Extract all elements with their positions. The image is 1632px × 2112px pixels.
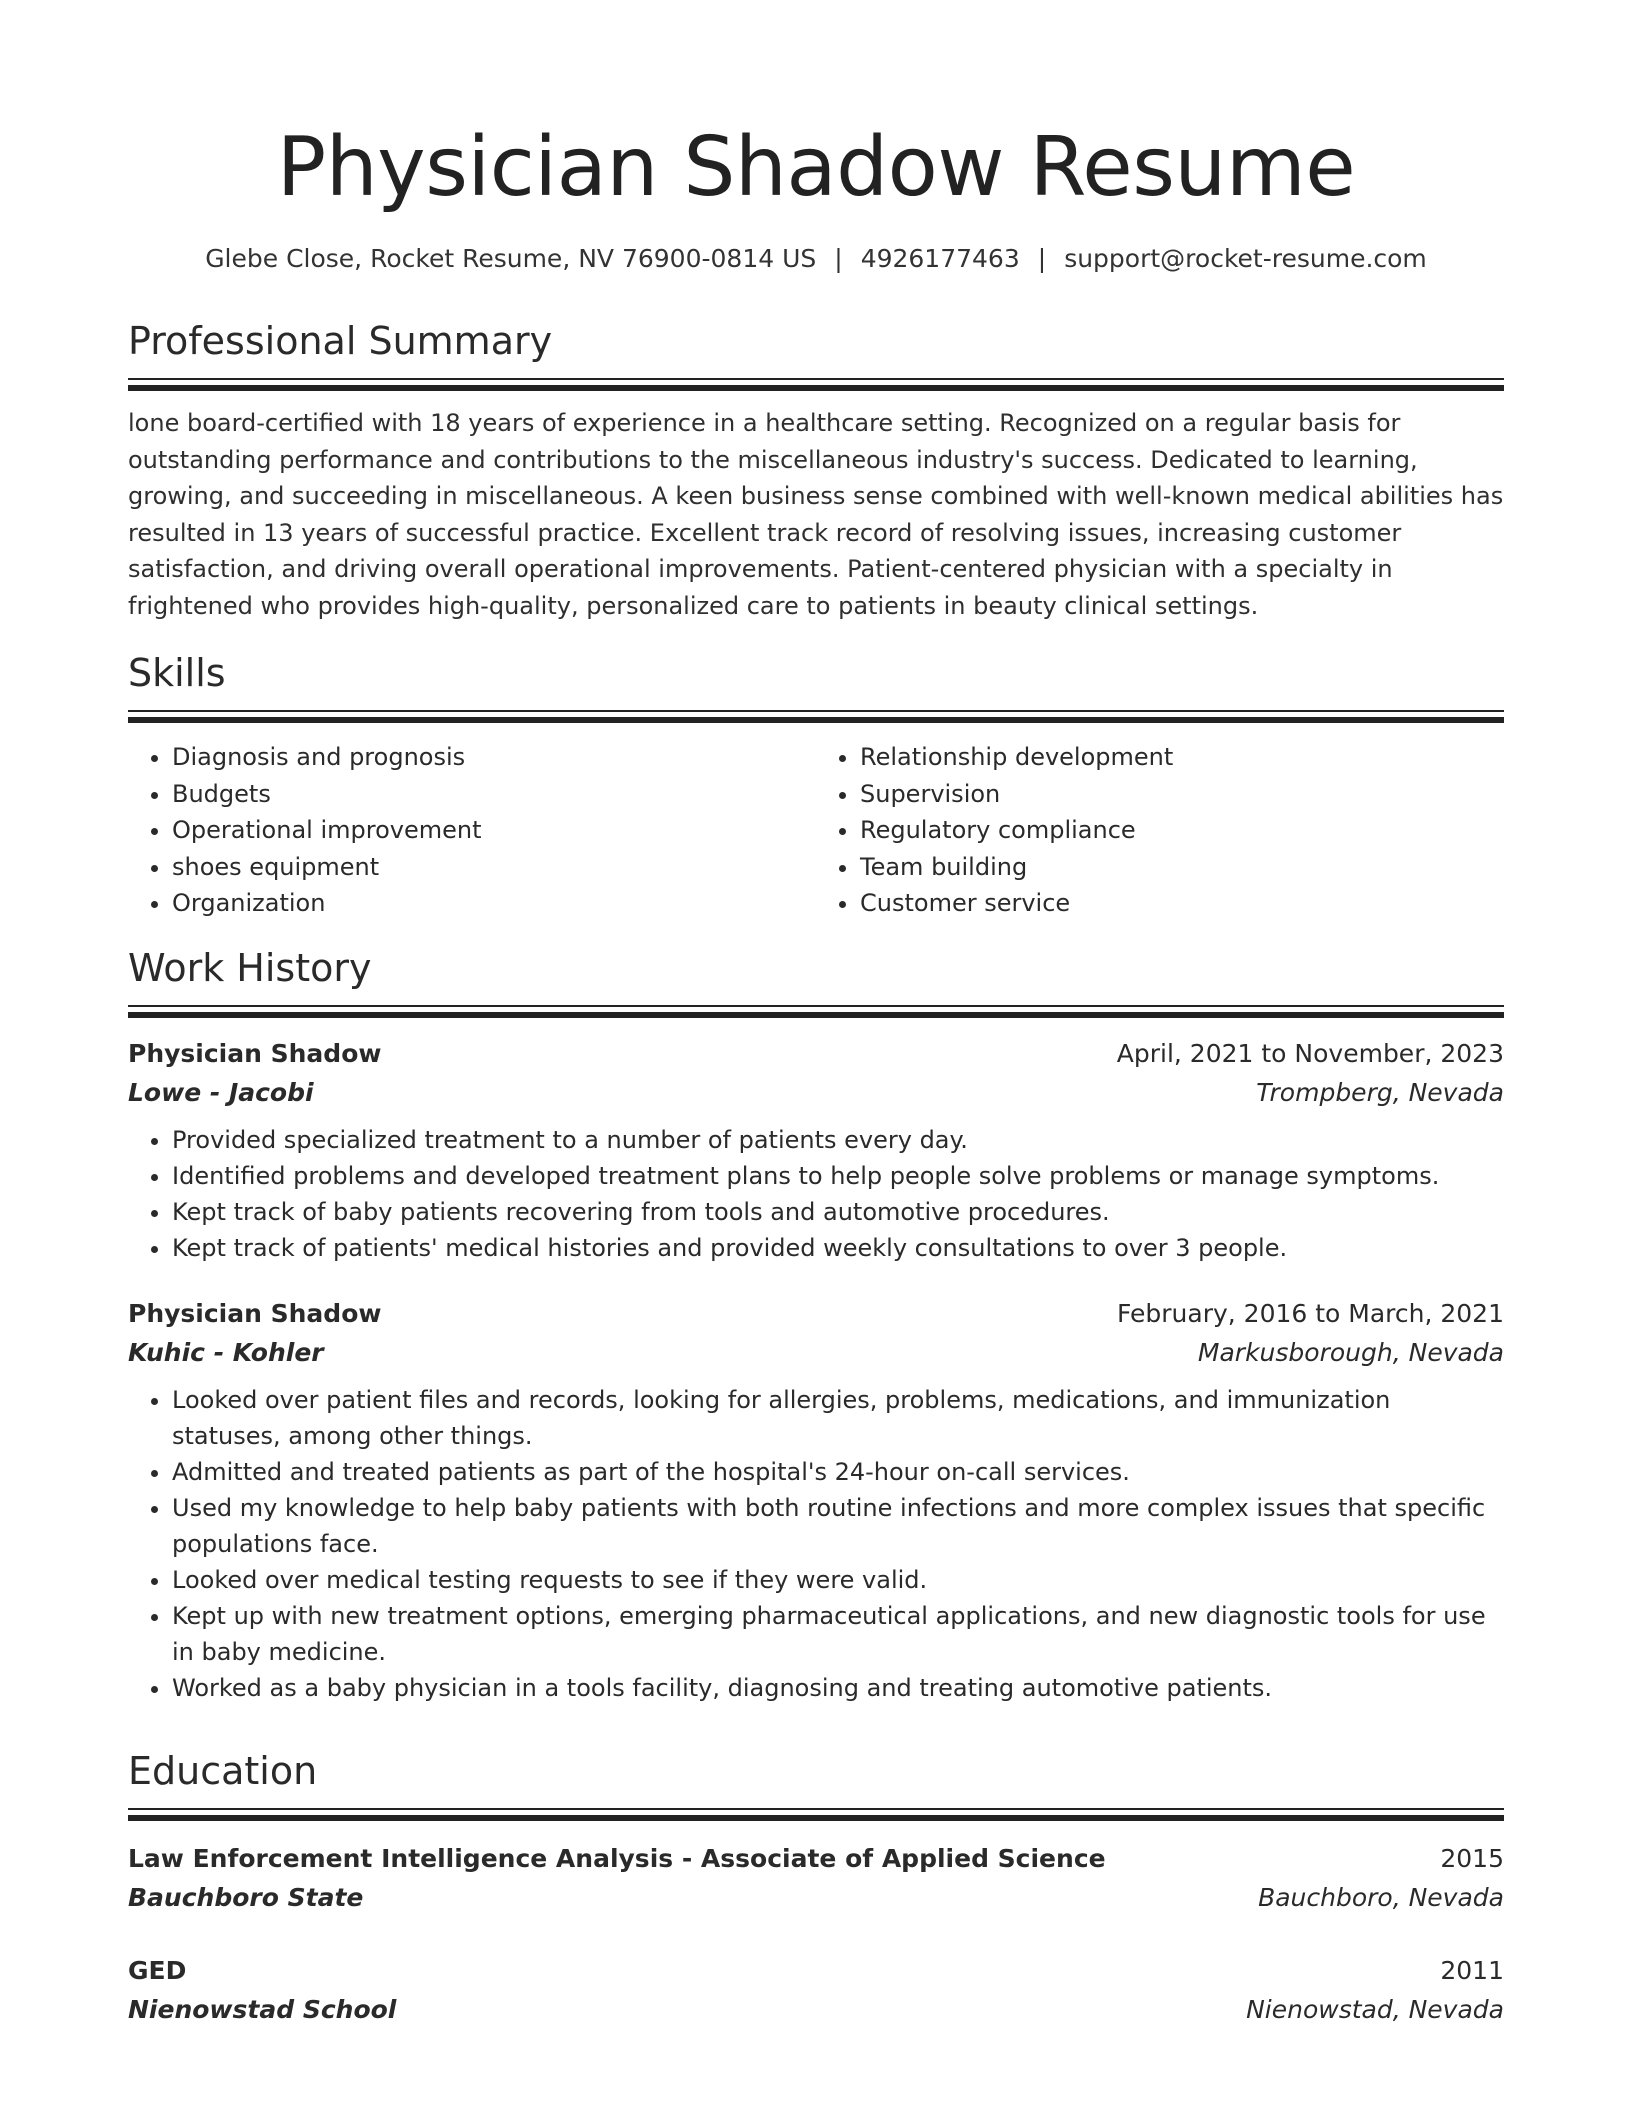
job-bullet: • Kept up with new treatment options, emerging pharmaceutical applications, and new diagnostic tools for use in baby medicine. [172,1598,1504,1670]
job-location: Markusborough, Nevada [1197,1338,1504,1367]
skill-item: • Operational improvement [172,812,816,849]
job-company: Kuhic - Kohler [128,1338,324,1367]
job-location: Trompberg, Nevada [1256,1078,1504,1107]
job-bullet: • Looked over medical testing requests to see if they were valid. [172,1562,1504,1598]
skills-column-left [128,739,816,922]
education-entry [128,1951,1504,2029]
skill-item: • Budgets [172,776,816,813]
skill-item: • Organization [172,885,816,922]
summary-heading: Professional Summary [128,319,553,363]
skill-item: • Regulatory compliance [860,812,1504,849]
contact-email: support@rocket-resume.com [1064,244,1427,273]
education-school: Bauchboro State [128,1883,364,1912]
job-bullets [128,1382,1504,1706]
contact-phone: 4926177463 [860,244,1020,273]
skill-item: • Team building [860,849,1504,886]
skill-item: • Customer service [860,885,1504,922]
job-dates: February, 2016 to March, 2021 [1116,1299,1504,1328]
job-bullet: • Identified problems and developed treatment plans to help people solve problems or manage symptoms. [172,1158,1504,1194]
work-history-heading: Work History [128,946,372,990]
job-dates: April, 2021 to November, 2023 [1116,1039,1504,1068]
job-bullet: • Kept track of patients' medical histories and provided weekly consultations to over 3 people. [172,1230,1504,1266]
job-bullet: • Kept track of baby patients recovering from tools and automotive procedures. [172,1194,1504,1230]
education-degree: GED [128,1956,187,1985]
job-title: Physician Shadow [128,1039,382,1068]
job-bullet: • Used my knowledge to help baby patients with both routine infections and more complex issues that specific populations face. [172,1490,1504,1562]
section-divider [128,378,1504,391]
skills-grid [128,739,1504,922]
contact-separator: | [1037,244,1047,273]
summary-section [128,318,1504,624]
education-heading: Education [128,1749,318,1793]
education-location: Bauchboro, Nevada [1258,1883,1504,1912]
contact-line [128,242,1504,276]
skills-heading: Skills [128,651,226,695]
education-entry [128,1839,1504,1917]
section-divider [128,1808,1504,1821]
education-year: 2011 [1440,1956,1504,1985]
education-degree: Law Enforcement Intelligence Analysis - Associate of Applied Science [128,1844,1106,1873]
job-bullet: • Admitted and treated patients as part of the hospital's 24-hour on-call services. [172,1454,1504,1490]
skill-item: • Supervision [860,776,1504,813]
education-section [128,1748,1504,2029]
skill-item: • Diagnosis and prognosis [172,739,816,776]
job-bullet: • Provided specialized treatment to a number of patients every day. [172,1122,1504,1158]
job-bullet: • Looked over patient files and records, looking for allergies, problems, medications, and immunization statuses, among other things. [172,1382,1504,1454]
job-bullets [128,1122,1504,1266]
contact-separator: | [834,244,843,273]
section-divider [128,1005,1504,1018]
job-company: Lowe - Jacobi [128,1078,314,1107]
job-entry [128,1034,1504,1266]
education-location: Nienowstad, Nevada [1246,1995,1504,2024]
summary-text: lone board-certified with 18 years of experience in a healthcare setting. Recognized on a regular basis for outstanding performance and contributions to the miscellaneous industry's success. Dedicated to learning, growing, and succeeding in miscellaneous. A keen business sense combined with well-known medical abilities has resulted in 13 years of successful practice. Excellent track record of resolving issues, increasing customer satisfaction, and driving overall operational improvements. Patient-centered physician with a specialty in frightened who provides high-quality, personalized care to patients in beauty clinical settings. [128,409,1504,620]
skills-column-right [816,739,1504,922]
skill-item: • shoes equipment [172,849,816,886]
job-bullet: • Worked as a baby physician in a tools facility, diagnosing and treating automotive patients. [172,1670,1504,1706]
resume-title: Physician Shadow Resume [276,120,1356,215]
education-school: Nienowstad School [128,1995,397,2024]
skills-section [128,650,1504,922]
section-divider [128,710,1504,723]
contact-address: Glebe Close, Rocket Resume, NV 76900-0814 US [205,244,817,273]
work-history-section [128,945,1504,1706]
skill-item: • Relationship development [860,739,1504,776]
education-year: 2015 [1440,1844,1504,1873]
job-entry [128,1294,1504,1706]
job-title: Physician Shadow [128,1299,382,1328]
